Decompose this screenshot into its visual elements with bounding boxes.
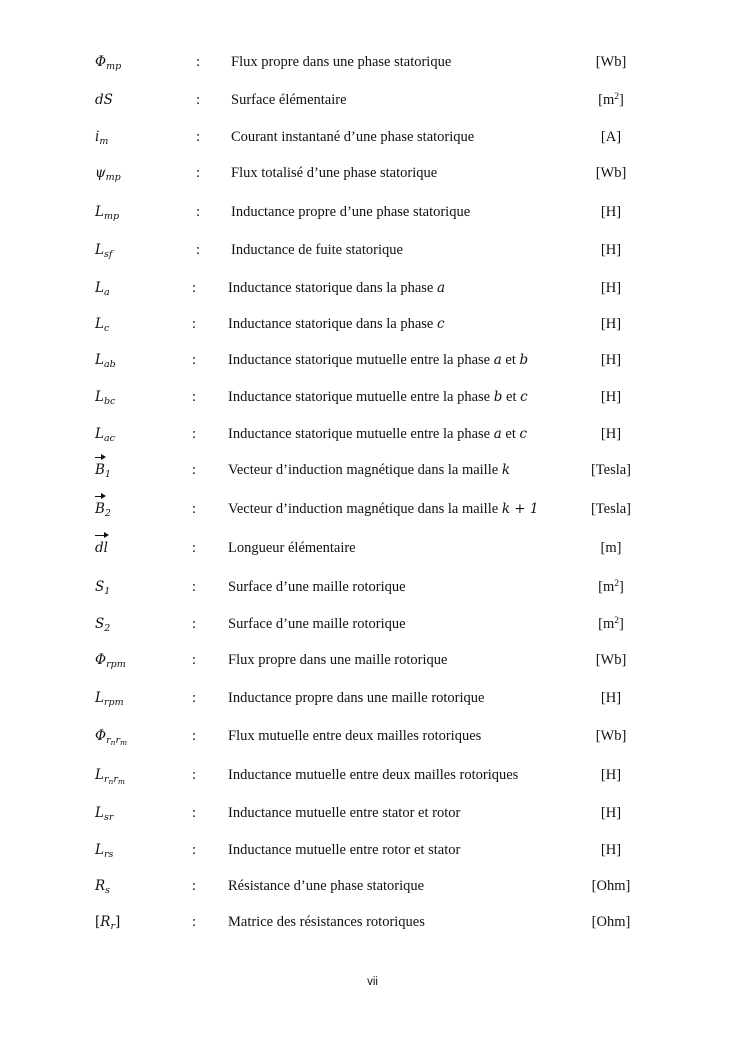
description: Inductance statorique dans la phase a bbox=[228, 280, 446, 296]
description: Résistance d’une phase statorique bbox=[228, 878, 425, 894]
separator: : bbox=[192, 352, 197, 368]
unit: [H] bbox=[600, 426, 622, 442]
nomenclature-row bbox=[0, 767, 745, 791]
symbol: $L_{sf}$ bbox=[95, 242, 113, 260]
separator: : bbox=[196, 165, 201, 181]
unit: [H] bbox=[600, 280, 622, 296]
symbol: $B_2$ bbox=[95, 501, 111, 519]
description: Inductance propre dans une maille rotorique bbox=[228, 690, 485, 706]
unit: [Wb] bbox=[595, 54, 627, 70]
symbol: $[R_r]$ bbox=[95, 914, 121, 932]
nomenclature-row bbox=[0, 352, 745, 376]
page-number: vii bbox=[367, 976, 378, 988]
unit: [Wb] bbox=[595, 652, 627, 668]
unit: [H] bbox=[600, 767, 622, 783]
symbol: $L_{sr}$ bbox=[95, 805, 114, 823]
nomenclature-row bbox=[0, 579, 745, 603]
separator: : bbox=[192, 767, 197, 783]
nomenclature-row bbox=[0, 389, 745, 413]
separator: : bbox=[196, 92, 201, 108]
description: Flux propre dans une phase statorique bbox=[231, 54, 452, 70]
symbol: dl bbox=[95, 540, 108, 556]
unit: [H] bbox=[600, 242, 622, 258]
symbol: $L_c$ bbox=[95, 316, 110, 334]
nomenclature-row bbox=[0, 914, 745, 938]
separator: : bbox=[192, 280, 197, 296]
unit: [H] bbox=[600, 204, 622, 220]
separator: : bbox=[192, 501, 197, 517]
unit: [H] bbox=[600, 316, 622, 332]
symbol: dS bbox=[95, 92, 113, 108]
separator: : bbox=[192, 540, 197, 556]
unit: [Tesla] bbox=[590, 501, 632, 517]
symbol: $L_{r_nr_m}$ bbox=[95, 767, 126, 786]
separator: : bbox=[192, 652, 197, 668]
separator: : bbox=[192, 616, 197, 632]
unit: [H] bbox=[600, 352, 622, 368]
nomenclature-row bbox=[0, 878, 745, 902]
nomenclature-row bbox=[0, 280, 745, 304]
unit: [Wb] bbox=[595, 728, 627, 744]
nomenclature-row bbox=[0, 204, 745, 228]
symbol: $i_m$ bbox=[95, 129, 109, 147]
symbol: $L_{rs}$ bbox=[95, 842, 114, 860]
nomenclature-row bbox=[0, 540, 745, 564]
nomenclature-row bbox=[0, 54, 745, 78]
nomenclature-row bbox=[0, 129, 745, 153]
description: Inductance statorique mutuelle entre la phase b et c bbox=[228, 389, 528, 405]
nomenclature-row bbox=[0, 652, 745, 676]
nomenclature-row bbox=[0, 426, 745, 450]
symbol: $L_{ac}$ bbox=[95, 426, 115, 444]
separator: : bbox=[192, 316, 197, 332]
description: Flux propre dans une maille rotorique bbox=[228, 652, 448, 668]
unit: [Ohm] bbox=[591, 878, 631, 894]
nomenclature-row bbox=[0, 616, 745, 640]
nomenclature-row bbox=[0, 92, 745, 116]
separator: : bbox=[192, 579, 197, 595]
description: Inductance statorique dans la phase c bbox=[228, 316, 445, 332]
description: Surface élémentaire bbox=[231, 92, 347, 108]
symbol: $L_{bc}$ bbox=[95, 389, 116, 407]
unit: [Ohm] bbox=[591, 914, 631, 930]
nomenclature-row bbox=[0, 842, 745, 866]
description: Vecteur d’induction magnétique dans la maille k + 1 bbox=[228, 501, 539, 517]
description: Surface d’une maille rotorique bbox=[228, 616, 406, 632]
unit: $[m^2]$ bbox=[598, 616, 624, 632]
symbol: $\Phi_{rpm}$ bbox=[95, 652, 126, 670]
separator: : bbox=[192, 914, 197, 930]
description: Inductance mutuelle entre deux mailles rotoriques bbox=[228, 767, 519, 783]
nomenclature-row bbox=[0, 242, 745, 266]
unit: [H] bbox=[600, 842, 622, 858]
description: Inductance mutuelle entre stator et rotor bbox=[228, 805, 461, 821]
nomenclature-row bbox=[0, 690, 745, 714]
separator: : bbox=[196, 242, 201, 258]
separator: : bbox=[192, 690, 197, 706]
unit: [A] bbox=[600, 129, 622, 145]
separator: : bbox=[196, 129, 201, 145]
symbol: $L_{mp}$ bbox=[95, 204, 120, 222]
description: Surface d’une maille rotorique bbox=[228, 579, 406, 595]
description: Vecteur d’induction magnétique dans la maille k bbox=[228, 462, 510, 478]
symbol: $S_2$ bbox=[95, 616, 111, 634]
description: Inductance propre d’une phase statorique bbox=[231, 204, 471, 220]
description: Flux totalisé d’une phase statorique bbox=[231, 165, 438, 181]
unit: [m] bbox=[600, 540, 622, 556]
separator: : bbox=[192, 805, 197, 821]
description: Inductance mutuelle entre rotor et stator bbox=[228, 842, 461, 858]
separator: : bbox=[192, 878, 197, 894]
unit: [Wb] bbox=[595, 165, 627, 181]
symbol: $\psi_{mp}$ bbox=[95, 165, 121, 183]
description: Inductance statorique mutuelle entre la phase a et b bbox=[228, 352, 529, 368]
symbol: $S_1$ bbox=[95, 579, 111, 597]
description: Inductance de fuite statorique bbox=[231, 242, 403, 258]
unit: [Tesla] bbox=[590, 462, 632, 478]
separator: : bbox=[196, 54, 201, 70]
description: Inductance statorique mutuelle entre la phase a et c bbox=[228, 426, 528, 442]
symbol: $L_{rpm}$ bbox=[95, 690, 124, 708]
unit: $[m^2]$ bbox=[598, 579, 624, 595]
nomenclature-row bbox=[0, 805, 745, 829]
nomenclature-row bbox=[0, 501, 745, 525]
symbol: $\Phi_{r_nr_m}$ bbox=[95, 728, 128, 747]
unit: [H] bbox=[600, 690, 622, 706]
unit: [H] bbox=[600, 805, 622, 821]
separator: : bbox=[192, 728, 197, 744]
symbol: $L_a$ bbox=[95, 280, 110, 298]
nomenclature-row bbox=[0, 462, 745, 486]
description: Flux mutuelle entre deux mailles rotoriques bbox=[228, 728, 482, 744]
separator: : bbox=[192, 426, 197, 442]
symbol: $B_1$ bbox=[95, 462, 111, 480]
separator: : bbox=[196, 204, 201, 220]
description: Matrice des résistances rotoriques bbox=[228, 914, 425, 930]
unit: $[m^2]$ bbox=[598, 92, 624, 108]
unit: [H] bbox=[600, 389, 622, 405]
description: Longueur élémentaire bbox=[228, 540, 356, 556]
separator: : bbox=[192, 462, 197, 478]
symbol: $\Phi_{mp}$ bbox=[95, 54, 122, 72]
nomenclature-row bbox=[0, 165, 745, 189]
nomenclature-row bbox=[0, 316, 745, 340]
separator: : bbox=[192, 389, 197, 405]
description: Courant instantané d’une phase statorique bbox=[231, 129, 475, 145]
nomenclature-row bbox=[0, 728, 745, 752]
symbol: $R_s$ bbox=[95, 878, 111, 896]
separator: : bbox=[192, 842, 197, 858]
symbol: $L_{ab}$ bbox=[95, 352, 116, 370]
